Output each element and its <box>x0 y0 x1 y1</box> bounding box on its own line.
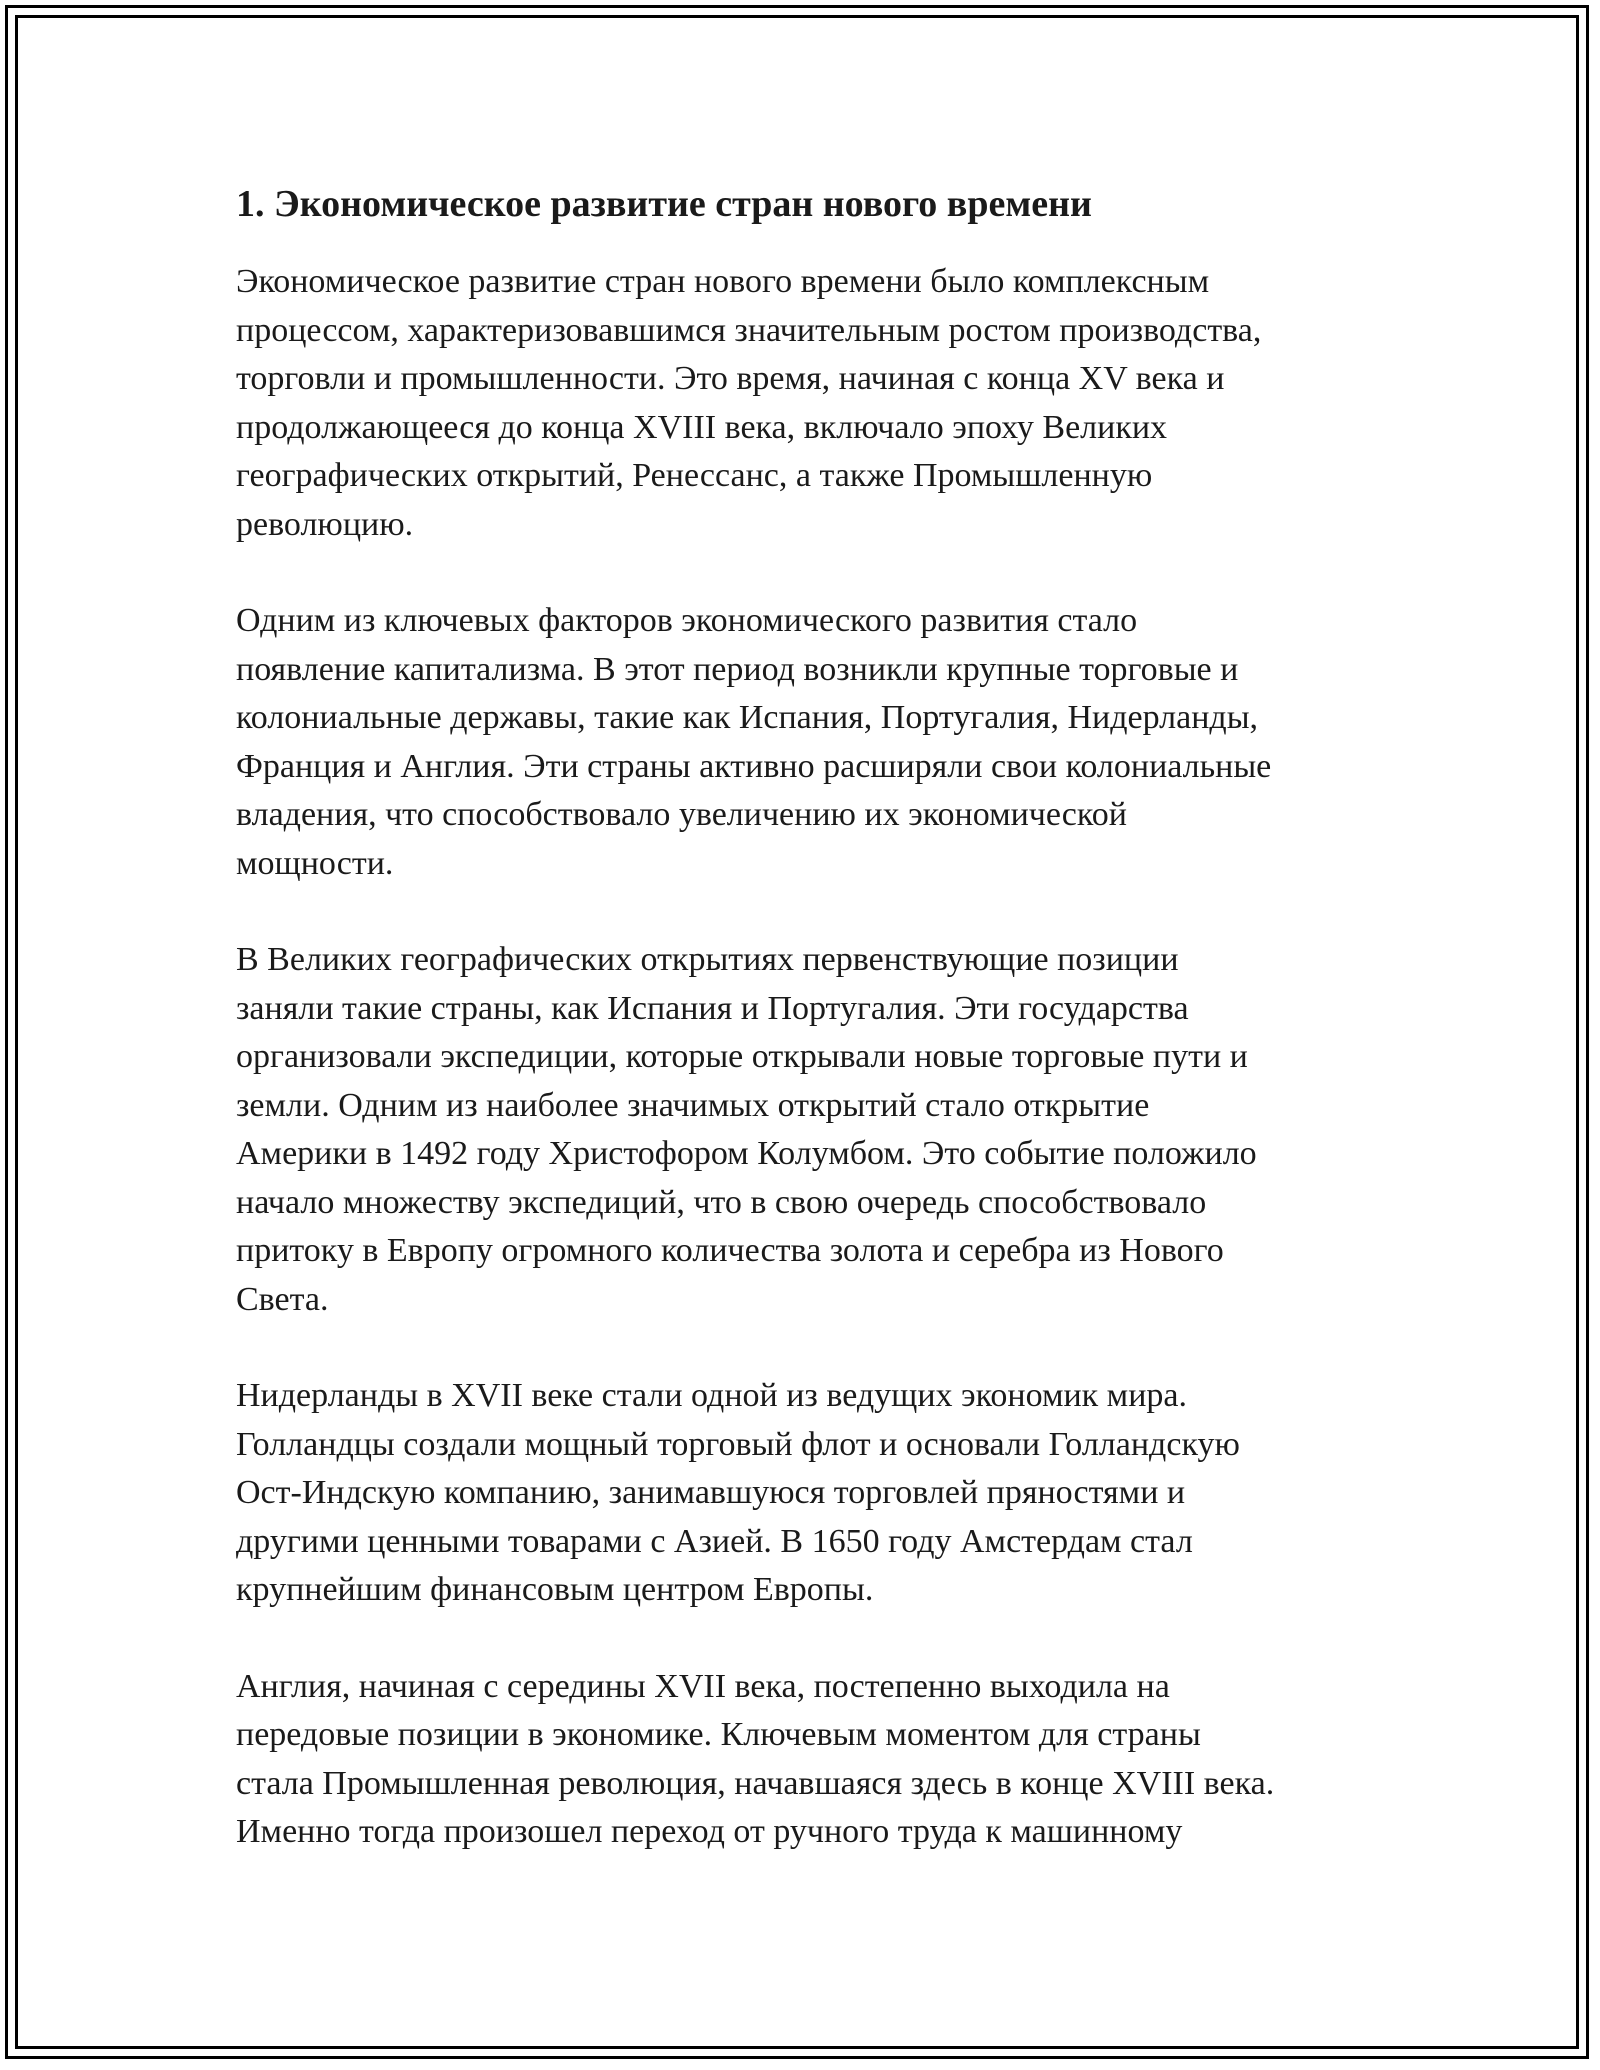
section-heading: 1. Экономическое развитие стран нового времени <box>236 183 1092 225</box>
paragraph-1: Экономическое развитие стран нового времени было комплексным процессом, характеризовавшимся значительным ростом производства, торговли и промышленности. Это время, начиная с конца XV века и продолжающееся до конца XVIII века, включало эпоху Великих географических открытий, Ренессанс, а также Промышленную революцию. <box>236 263 1262 543</box>
document-page <box>236 180 1386 1905</box>
paragraph-2: Одним из ключевых факторов экономического развития стало появление капитализма. В этот период возникли крупные торговые и колониальные державы, такие как Испания, Португалия, Нидерланды, Франция и Англия. Эти страны активно расширяли свои колониальные владения, что способствовало увеличению их экономической мощности. <box>236 602 1272 882</box>
paragraph-5: Англия, начиная с середины XVII века, постепенно выходила на передовые позиции в экономике. Ключевым моментом для страны стала Промышленная революция, начавшаяся здесь в конце XVIII века. Именно тогда произошел переход от ручного труда к машинному <box>236 1667 1275 1851</box>
paragraph-4: Нидерланды в XVII веке стали одной из ведущих экономик мира. Голландцы создали мощный торговый флот и основали Голландскую Ост-Индскую компанию, занимавшуюся торговлей пряностями и другими ценными товарами с Азией. В 1650 году Амстердам стал крупнейшим финансовым центром Европы. <box>236 1377 1240 1609</box>
paragraph-3: В Великих географических открытиях первенствующие позиции заняли такие страны, как Испания и Португалия. Эти государства организовали экспедиции, которые открывали новые торговые пути и земли. Одним из наиболее значимых открытий стало открытие Америки в 1492 году Христофором Колумбом. Это событие положило начало множеству экспедиций, что в свою очередь способствовало притоку в Европу огромного количества золота и серебра из Нового Света. <box>236 941 1257 1318</box>
